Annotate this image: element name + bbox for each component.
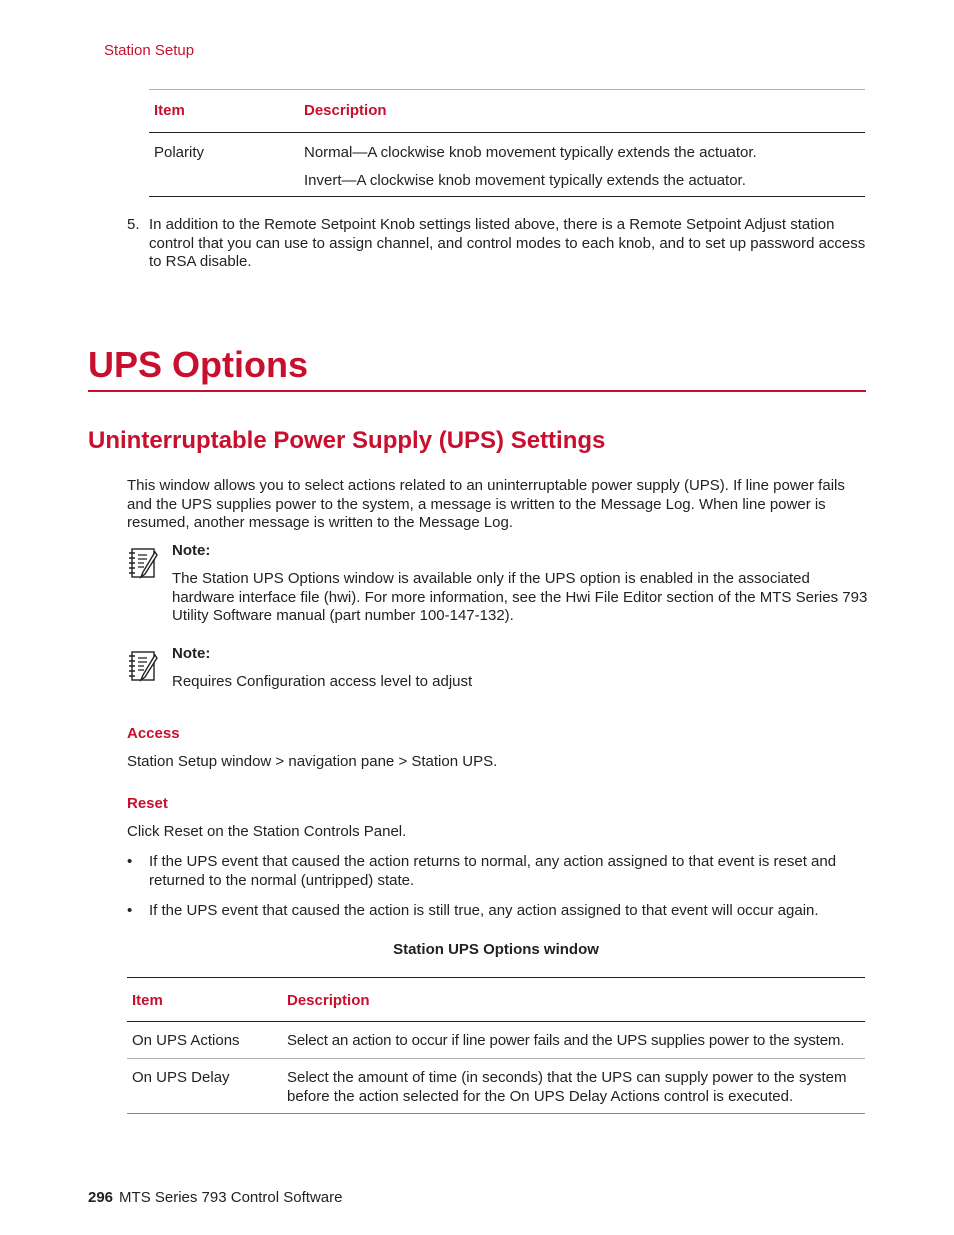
column-header-item: Item [132,992,163,1009]
table-row [149,133,865,196]
bullet-glyph: • [127,853,133,870]
cell-description-invert: Invert—A clockwise knob movement typically extends the actuator. [304,172,746,189]
intro-paragraph: This window allows you to select actions related to an uninterruptable power supply (UPS). If line power fails and the UPS supplies power to the system, a message is written to the Message Log. When line power is resumed, another message is written to the Message Log. [127,477,845,531]
cell-description: Select an action to occur if line power fails and the UPS supplies power to the system. [287,1032,845,1049]
step-text: In addition to the Remote Setpoint Knob settings listed above, there is a Remote Setpoint Adjust station control that you can use to assign channel, and control modes to each knob, and to set up password access to RSA disable. [149,216,866,270]
table-row [127,1022,865,1058]
numbered-step [127,216,867,272]
list-item [127,853,867,890]
list-item-text: If the UPS event that caused the action returns to normal, any action assigned to that event is reset and returned to the normal (untripped) state. [149,853,837,889]
note-label: Note: [172,542,211,559]
access-text: Station Setup window > navigation pane > Station UPS. [127,753,498,770]
list-item [127,902,867,921]
cell-description-normal: Normal—A clockwise knob movement typically extends the actuator. [304,144,757,161]
note-pencil-icon [127,546,159,586]
column-header-description: Description [304,102,387,119]
note-text: The Station UPS Options window is available only if the UPS option is enabled in the associated hardware interface file (hwi). For more information, see the Hwi File Editor section of the MTS Series 793 Utility Software manual (part number 100-147-132). [172,570,868,624]
table-header-row [149,90,865,132]
column-header-description: Description [287,992,370,1009]
running-header: Station Setup [104,42,195,59]
table-caption: Station UPS Options window [393,941,599,958]
reset-heading: Reset [127,795,168,812]
access-heading: Access [127,725,180,742]
note-pencil-icon [127,649,159,689]
cell-item: Polarity [154,144,205,161]
subsection-title: Uninterruptable Power Supply (UPS) Settings [88,427,606,454]
table-bottom-rule [127,1113,865,1114]
footer-product: MTS Series 793 Control Software [119,1189,343,1206]
cell-item: On UPS Actions [132,1032,240,1049]
polarity-table [149,89,865,197]
note-text: Requires Configuration access level to adjust [172,673,473,690]
list-item-text: If the UPS event that caused the action is still true, any action assigned to that event will occur again. [149,902,819,919]
page-number: 296 [88,1189,114,1206]
table-bottom-rule [149,196,865,197]
step-number: 5. [127,216,140,233]
section-title-rule [88,390,866,392]
ups-options-table [127,977,865,1114]
column-header-item: Item [154,102,185,119]
table-row [127,1059,865,1113]
cell-description: Select the amount of time (in seconds) that the UPS can supply power to the system before the action selected for the On UPS Delay Actions control is executed. [287,1069,847,1105]
reset-text: Click Reset on the Station Controls Panel. [127,823,407,840]
table-header-row [127,978,865,1021]
cell-item: On UPS Delay [132,1069,230,1086]
note-label: Note: [172,645,211,662]
bullet-glyph: • [127,902,133,919]
page-footer [88,1189,342,1206]
section-title: UPS Options [88,344,309,385]
